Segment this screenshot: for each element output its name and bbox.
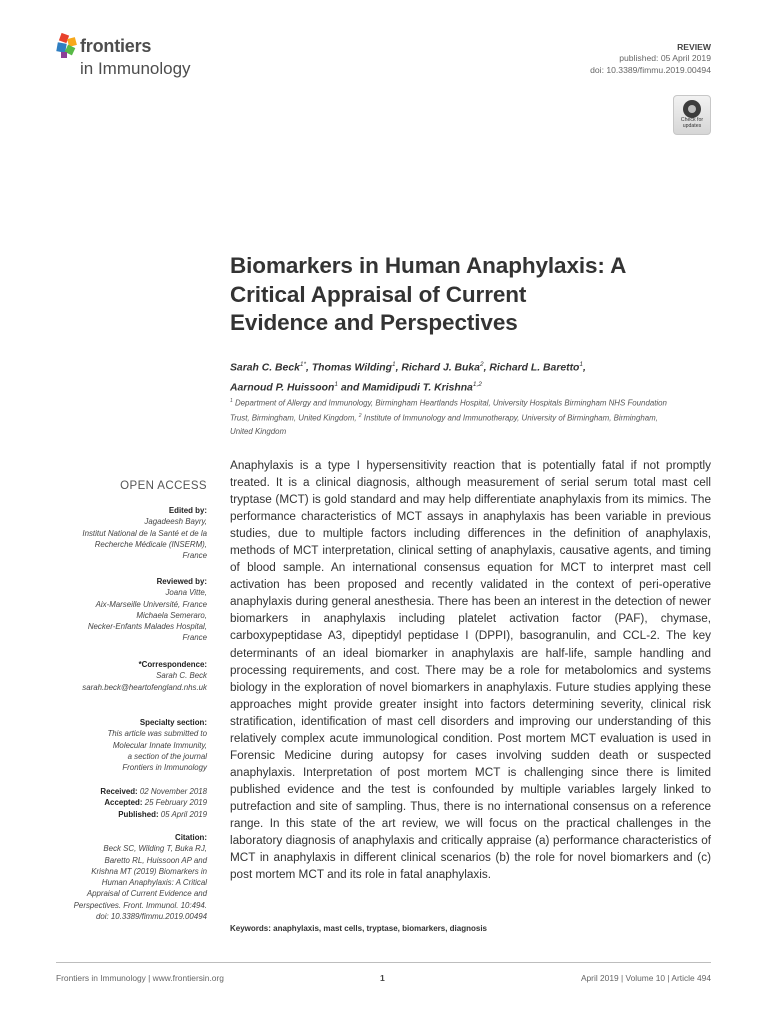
- keywords: Keywords: anaphylaxis, mast cells, tryptase, biomarkers, diagnosis: [230, 924, 487, 933]
- author-name[interactable]: Aarnoud P. Huissoon: [230, 382, 335, 394]
- correspondence-section: *Correspondence: Sarah C. Beck sarah.beck@heartofengland.nhs.uk: [40, 659, 207, 693]
- footer-divider: [56, 962, 711, 963]
- published-date: published: 05 April 2019: [619, 53, 711, 64]
- dates-section: Received: 02 November 2018 Accepted: 25 February 2019 Published: 05 April 2019: [100, 787, 207, 819]
- page-number: 1: [380, 973, 385, 983]
- abstract-text: Anaphylaxis is a type I hypersensitivity reaction that is potentially fatal if not promptly treated. It is a clinical diagnosis, although measurement of serial serum total mast cell tryptase (MCT) is gold standard and may help differentiate anaphylaxis from its mimics. The performance characteristics of MCT assays in anaphylaxis has been variable in previous studies, due to multiple factors including differences in the definition of anaphylaxis, methods of MCT interpretation, clinical setting of anaphylaxis, causative agents, and timing of blood sample. An international consensus equation for MCT to interpret mast cell activation has been proposed and recently validated in the context of peri-operative anaphylaxis during general anesthesia. There has been an interest in the detection of newer biomarkers in anaphylaxis including platelet activation factor (PAF), chymase, carboxypeptidase A3, dipeptidyl peptidase I (DPPI), basogranulin, and CCL-2. The key determinants of an ideal biomarker in anaphylaxis are half-life, sample handling and processing requirements, and cost. There may be a role for metabolomics and systems biology in the exploration of novel biomarkers in anaphylaxis. Future studies applying these approaches might provide greater insight into factors determining severity, clinical risk stratification, identification of mast cell disorders and improving our understanding of this relatively complex acute immunological condition. Post mortem MCT evaluation is used in Forensic Medicine during autopsy for cases involving sudden death or suspected anaphylaxis. Interpretation of post mortem MCT is challenging since there is limited published evidence and the test is confounded by multiple variables largely linked to putrefaction and site of sampling. Thus, there is no international consensus on a reference range. In this state of the art review, we will focus on the practical challenges in the laboratory diagnosis of anaphylaxis and critically appraise (a) performance characteristics of MCT in anaphylaxis in different clinical scenarios (b) the role for novel biomarkers and (c) post mortem MCT and its role in fatal anaphylaxis.: [230, 459, 711, 882]
- check-for-updates-button[interactable]: [673, 95, 711, 135]
- article-title: Biomarkers in Human Anaphylaxis: A Critical Appraisal of Current Evidence and Perspectives: [230, 253, 627, 335]
- journal-logo[interactable]: [56, 32, 226, 80]
- citation-doi-link[interactable]: doi: 10.3389/fimmu.2019.00494: [96, 912, 207, 922]
- correspondence-email-link[interactable]: sarah.beck@heartofengland.nhs.uk: [82, 682, 207, 692]
- citation-section: Citation: Beck SC, Wilding T, Buka RJ, Baretto RL, Huissoon AP and Krishna MT (2019) Biomarkers in Human Anaphylaxis: A Critical Appraisal of Current Evidence and Perspectives. Front. Immunol. 10:494. doi: 10.3389/fimmu.2019.00494: [40, 832, 207, 922]
- author-name[interactable]: Richard L. Baretto: [489, 362, 580, 374]
- author-list: Sarah C. Beck$^{1*}$, Thomas Wilding$^1$, Richard J. Buka$^2$, Richard L. Baretto$^1$, Aarnoud P. Huissoon$^1$ and Mamidipudi T. Krishna$^{1,2}$: [230, 361, 586, 394]
- author-name[interactable]: Thomas Wilding: [311, 362, 392, 374]
- journal-brand: frontiers: [80, 36, 152, 56]
- footer-volume-info: April 2019 | Volume 10 | Article 494: [580, 973, 711, 983]
- check-for-updates-icon: [683, 100, 701, 118]
- footer-journal-link[interactable]: Frontiers in Immunology | www.frontiersin.org: [56, 973, 224, 983]
- author-name[interactable]: Sarah C. Beck: [230, 362, 300, 374]
- journal-subtitle: in Immunology: [80, 59, 191, 78]
- reviewed-by-section: Reviewed by: Joana Vitte, Aix-Marseille Université, France Michaela Semeraro, Necker-Enfants Malades Hospital, France: [87, 577, 207, 643]
- open-access-label: OPEN ACCESS: [120, 480, 207, 492]
- check-for-updates-label: Check for updates: [680, 117, 704, 129]
- specialty-section: Specialty section: This article was submitted to Molecular Innate Immunity, a section of the journal Frontiers in Immunology: [107, 718, 207, 773]
- affiliations: $^1$ Department of Allergy and Immunology, Birmingham Heartlands Hospital, University Hospitals Birmingham NHS Foundation Trust, Birmingham, United Kingdom, $^2$ Institute of Immunology and Immunotherapy, University of Birmingham, Birmingham, United Kingdom: [230, 398, 667, 436]
- edited-by-section: Edited by: Jagadeesh Bayry, Institut National de la Santé et de la Recherche Médicale (INSERM), France: [82, 506, 207, 561]
- article-doi[interactable]: doi: 10.3389/fimmu.2019.00494: [590, 64, 711, 75]
- frontiers-logo-icon: [56, 34, 78, 60]
- author-name[interactable]: Richard J. Buka: [401, 362, 480, 374]
- article-meta: [590, 42, 711, 76]
- article-type: REVIEW: [677, 42, 711, 52]
- author-name[interactable]: Mamidipudi T. Krishna: [362, 382, 473, 394]
